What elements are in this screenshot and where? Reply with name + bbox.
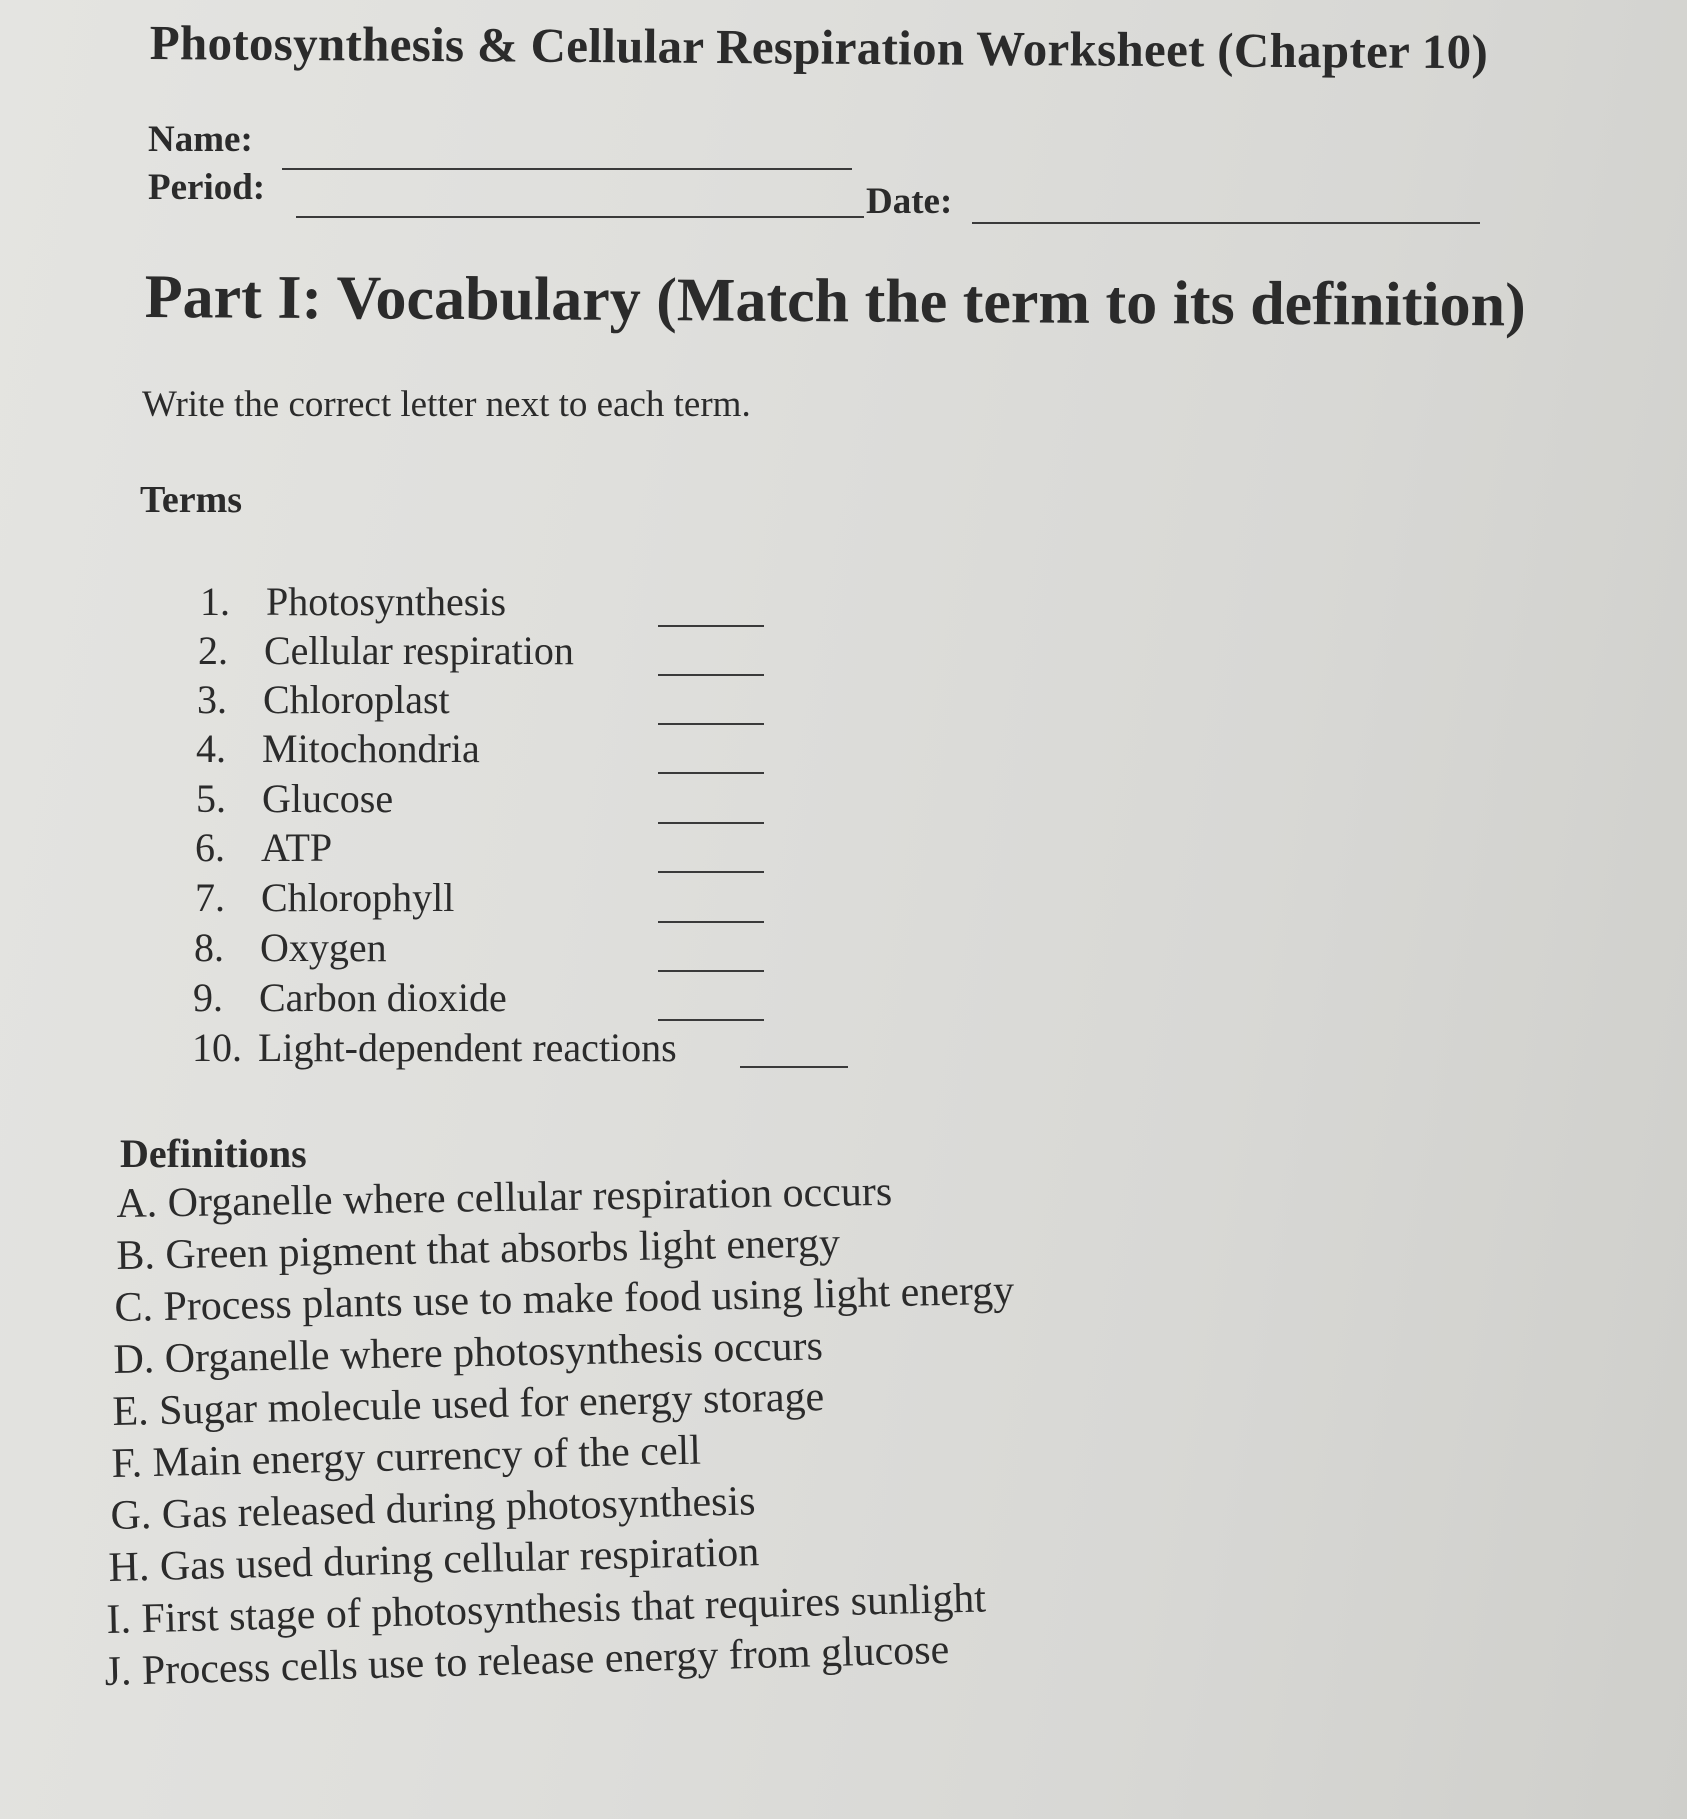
term-item <box>196 775 393 822</box>
definition-item: J. Process cells use to release energy from glucose <box>104 1626 950 1695</box>
answer-blank[interactable] <box>658 772 764 774</box>
term-number: 7. <box>195 875 225 920</box>
term-label: Glucose <box>262 776 394 821</box>
part-heading: Part I: Vocabulary (Match the term to its definition) <box>144 262 1526 340</box>
term-number: 1. <box>200 579 230 624</box>
term-label: Chloroplast <box>263 677 450 722</box>
terms-heading: Terms <box>140 479 243 521</box>
term-label: Oxygen <box>260 925 387 970</box>
term-number: 2. <box>198 628 228 673</box>
term-item <box>195 874 454 921</box>
name-label: Name: <box>148 119 253 160</box>
definition-item: B. Green pigment that absorbs light energy <box>116 1220 841 1279</box>
term-item <box>197 676 450 723</box>
term-item <box>192 1024 677 1071</box>
answer-blank[interactable] <box>658 822 764 824</box>
term-number: 9. <box>193 975 223 1020</box>
term-number: 6. <box>195 825 225 870</box>
term-number: 10. <box>192 1025 242 1070</box>
answer-blank[interactable] <box>658 970 764 972</box>
definition-item: H. Gas used during cellular respiration <box>108 1529 760 1591</box>
definitions-heading: Definitions <box>120 1131 307 1176</box>
answer-blank[interactable] <box>658 625 764 627</box>
definition-item: D. Organelle where photosynthesis occurs <box>113 1323 824 1383</box>
period-field-line[interactable] <box>296 216 864 218</box>
date-field-line[interactable] <box>972 222 1480 224</box>
term-label: Cellular respiration <box>264 628 574 673</box>
answer-blank[interactable] <box>658 674 764 676</box>
term-label: Mitochondria <box>262 726 480 771</box>
definition-item: F. Main energy currency of the cell <box>111 1427 702 1487</box>
term-label: Chlorophyll <box>261 875 455 920</box>
term-label: Carbon dioxide <box>259 975 507 1020</box>
date-label: Date: <box>866 181 953 222</box>
term-label: Photosynthesis <box>266 579 507 624</box>
worksheet-title: Photosynthesis & Cellular Respiration Worksheet (Chapter 10) <box>149 14 1489 80</box>
instructions-text: Write the correct letter next to each term. <box>142 384 751 425</box>
period-label: Period: <box>148 167 266 208</box>
answer-blank[interactable] <box>658 723 764 725</box>
term-item <box>200 578 506 625</box>
name-field-line[interactable] <box>282 168 852 170</box>
definition-item: G. Gas released during photosynthesis <box>110 1478 756 1539</box>
term-number: 8. <box>194 925 224 970</box>
term-item <box>196 725 480 772</box>
term-number: 5. <box>196 776 226 821</box>
term-item <box>195 824 332 871</box>
definition-item: A. Organelle where cellular respiration occurs <box>116 1168 893 1227</box>
term-item <box>198 627 574 674</box>
term-number: 3. <box>197 677 227 722</box>
definition-item: E. Sugar molecule used for energy storage <box>112 1374 825 1435</box>
term-number: 4. <box>196 726 226 771</box>
definition-item: C. Process plants use to make food using light energy <box>114 1267 1015 1331</box>
definition-item: I. First stage of photosynthesis that requires sunlight <box>106 1575 987 1643</box>
answer-blank[interactable] <box>658 871 764 873</box>
answer-blank[interactable] <box>740 1066 848 1068</box>
term-label: Light-dependent reactions <box>258 1025 677 1070</box>
term-item <box>194 924 387 971</box>
answer-blank[interactable] <box>658 1019 764 1021</box>
term-label: ATP <box>261 825 333 870</box>
answer-blank[interactable] <box>658 921 764 923</box>
term-item <box>193 974 507 1021</box>
